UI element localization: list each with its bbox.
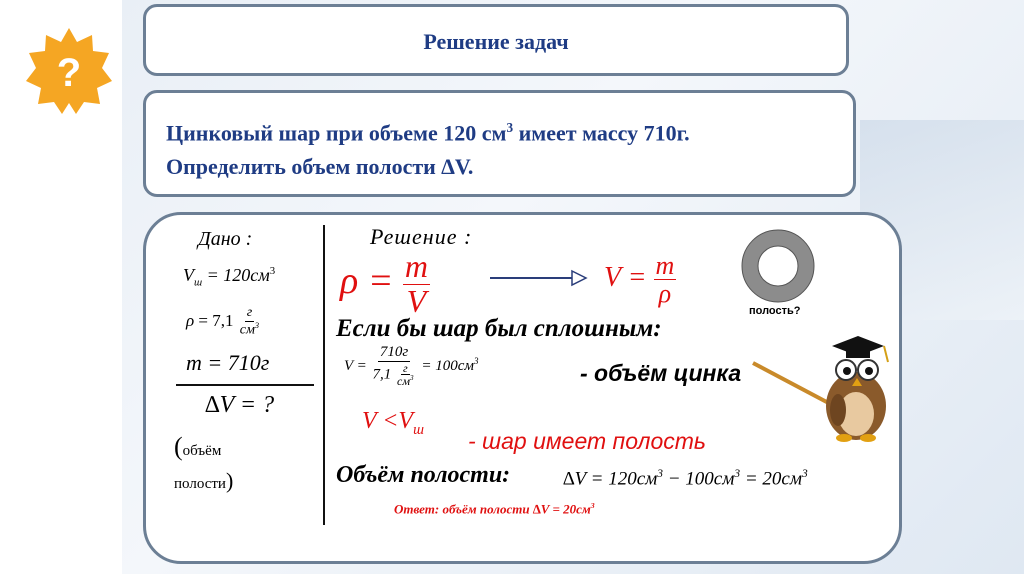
given-density: ρ = 7,1 $\frac{г}{см^3}$ (186, 305, 260, 338)
task-line-2: Определить объем полости ∆V. (166, 154, 474, 180)
volume-comparison: $V <V_ш$ (362, 408, 424, 438)
task-box (143, 90, 856, 197)
divider-horizontal (176, 384, 314, 386)
cavity-caption: полость? (749, 305, 801, 317)
given-unknown: ∆V = ? (205, 392, 275, 418)
badge-symbol: ? (56, 51, 82, 95)
solution-title: Решение : (370, 224, 473, 249)
given-mass: m = 710г (186, 350, 270, 375)
zinc-volume-text: - объём цинка (580, 360, 742, 386)
volume-formula: V = $\frac{m}{\rho}$ (604, 251, 675, 309)
divider-vertical (323, 225, 325, 525)
given-title: Дано : (198, 228, 253, 250)
if-solid-text: Если бы шар был сплошным: (336, 315, 662, 342)
given-volume: $V_ш = 120см^3$ (183, 265, 276, 289)
hollow-sphere-icon (736, 226, 826, 306)
density-formula: ρ = $\frac{m}{V}$ (340, 248, 428, 319)
title-box (143, 4, 849, 76)
question-badge-icon (26, 28, 112, 114)
cavity-volume-formula: $\Delta V = 120см^3 - 100см^3 = 20см^3$ (563, 468, 808, 490)
owl-teacher-icon (748, 318, 898, 443)
page-title: Решение задач (423, 29, 569, 54)
has-cavity-text: - шар имеет полость (468, 428, 707, 454)
task-line-1: Цинковый шар при объеме 120 $см^3$ имеет массу 710г. (166, 120, 690, 146)
cavity-volume-label: Объём полости: (336, 462, 511, 488)
given-note: (объём полости) (174, 432, 234, 493)
arrow-right-icon (488, 268, 588, 288)
answer-text: Ответ: объём полости $\Delta V = 20см^3$ (394, 501, 595, 517)
task-text (166, 111, 690, 184)
zinc-volume-calc: V = 710г 7,1 $\frac{г}{см^3}$ = $100см^3$ (344, 344, 479, 389)
